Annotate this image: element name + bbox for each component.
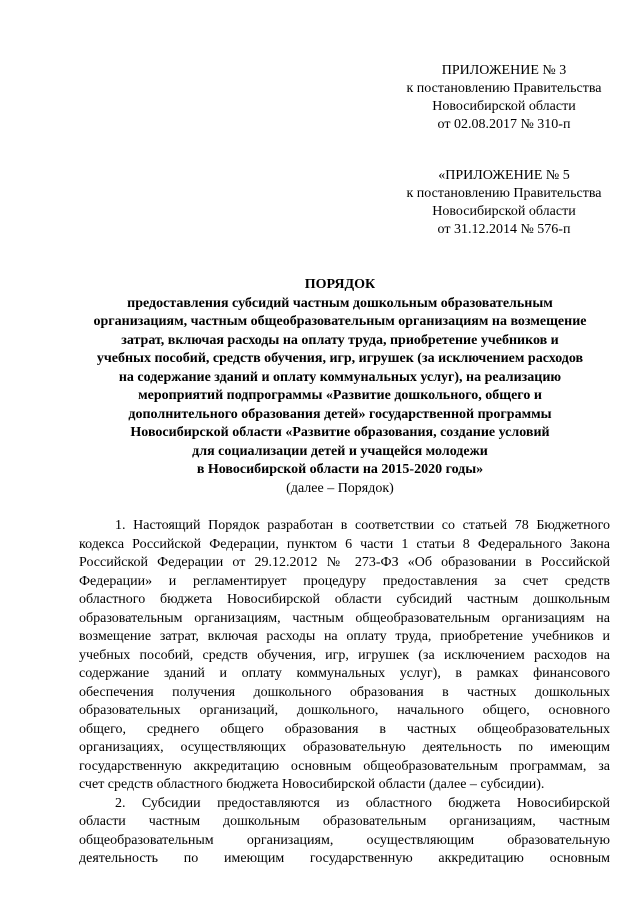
- paragraph-line: государственную аккредитацию основным общеобразовательным программам, за: [79, 758, 610, 774]
- paragraph-line: обеспечения получения дошкольного образования в частных дошкольных: [79, 684, 610, 700]
- annex-header-5: [398, 167, 610, 239]
- title-line: предоставления субсидий частным дошкольным образовательным: [127, 295, 553, 311]
- paragraph-line: образовательным организациям, частным общеобразовательным организациям на: [79, 610, 610, 626]
- paragraph-line: кодекса Российской Федерации, пунктом 6 части 1 статьи 8 Федерального Закона: [79, 536, 610, 552]
- paragraph-line: 2. Субсидии предоставляются из областного бюджета Новосибирской: [115, 795, 610, 811]
- title-line: учебных пособий, средств обучения, игр, игрушек (за исключением расходов: [96, 351, 584, 366]
- annex-line: Новосибирской области: [432, 99, 576, 114]
- document-heading: ПОРЯДОК: [304, 277, 376, 292]
- paragraph-line: Федерации» и регламентирует процедуру предоставления за счет средств: [79, 573, 610, 589]
- annex-line: к постановлению Правительства: [406, 186, 602, 201]
- paragraph-line: Российской Федерации от 29.12.2012 № 273-ФЗ «Об образовании в Российской: [79, 555, 610, 570]
- annex-date: от 31.12.2014 № 576-п: [437, 222, 571, 237]
- document-title-block: [70, 276, 610, 498]
- annex-line: Новосибирской области: [432, 204, 576, 219]
- paragraph-line: общего, среднего общего образования в частных общеобразовательных: [79, 721, 610, 737]
- paragraph-line: возмещение затрат, включая расходы на оплату труда, приобретение учебников и: [79, 629, 610, 644]
- paragraph-line: областного бюджета Новосибирской области субсидий частным дошкольным: [79, 592, 610, 607]
- paragraph-line: счет средств областного бюджета Новосибирской области (далее – субсидии).: [79, 777, 545, 792]
- annex-title: ПРИЛОЖЕНИЕ № 3: [441, 63, 567, 78]
- paragraph-line: учебных пособий, средств обучения, игр, игрушек (за исключением расходов на: [79, 647, 610, 663]
- annex-header-3: [398, 62, 610, 134]
- paragraph-line: общеобразовательным организациям, осуществляющим образовательную: [79, 832, 610, 848]
- title-line: на содержание зданий и оплату коммунальных услуг), на реализацию: [118, 369, 562, 385]
- paragraph-line: содержание зданий и оплату коммунальных услуг), в рамках финансового: [79, 666, 610, 681]
- paragraph-line: области частным дошкольным образовательным организациям, частным: [79, 814, 610, 829]
- document-subtitle: (далее – Порядок): [286, 480, 394, 496]
- paragraph-line: организациях, осуществляющих образовательную деятельность по имеющим: [79, 740, 610, 755]
- title-line: дополнительного образования детей» государственной программы: [128, 406, 552, 422]
- annex-date: от 02.08.2017 № 310-п: [437, 117, 571, 132]
- annex-title: «ПРИЛОЖЕНИЕ № 5: [438, 168, 570, 183]
- annex-line: к постановлению Правительства: [406, 81, 602, 96]
- title-line: организациям, частным общеобразовательным организациям на возмещение: [93, 314, 587, 329]
- paragraph-line: 1. Настоящий Порядок разработан в соответствии со статьей 78 Бюджетного: [115, 518, 610, 533]
- title-line: для социализации детей и учащейся молодежи: [192, 443, 488, 459]
- paragraph-2: [79, 795, 610, 869]
- paragraph-line: деятельность по имеющим государственную аккредитацию основным: [79, 851, 610, 866]
- title-line: в Новосибирской области на 2015-2020 годы»: [196, 462, 484, 477]
- title-line: Новосибирской области «Развитие образования, создание условий: [130, 425, 550, 440]
- document-body: [79, 517, 610, 869]
- paragraph-line: образовательных организаций, дошкольного, начального общего, основного: [79, 703, 610, 718]
- title-line: затрат, включая расходы на оплату труда, приобретение учебников и: [121, 332, 559, 348]
- title-line: мероприятий подпрограммы «Развитие дошкольного, общего и: [138, 388, 542, 403]
- paragraph-1: [79, 517, 610, 795]
